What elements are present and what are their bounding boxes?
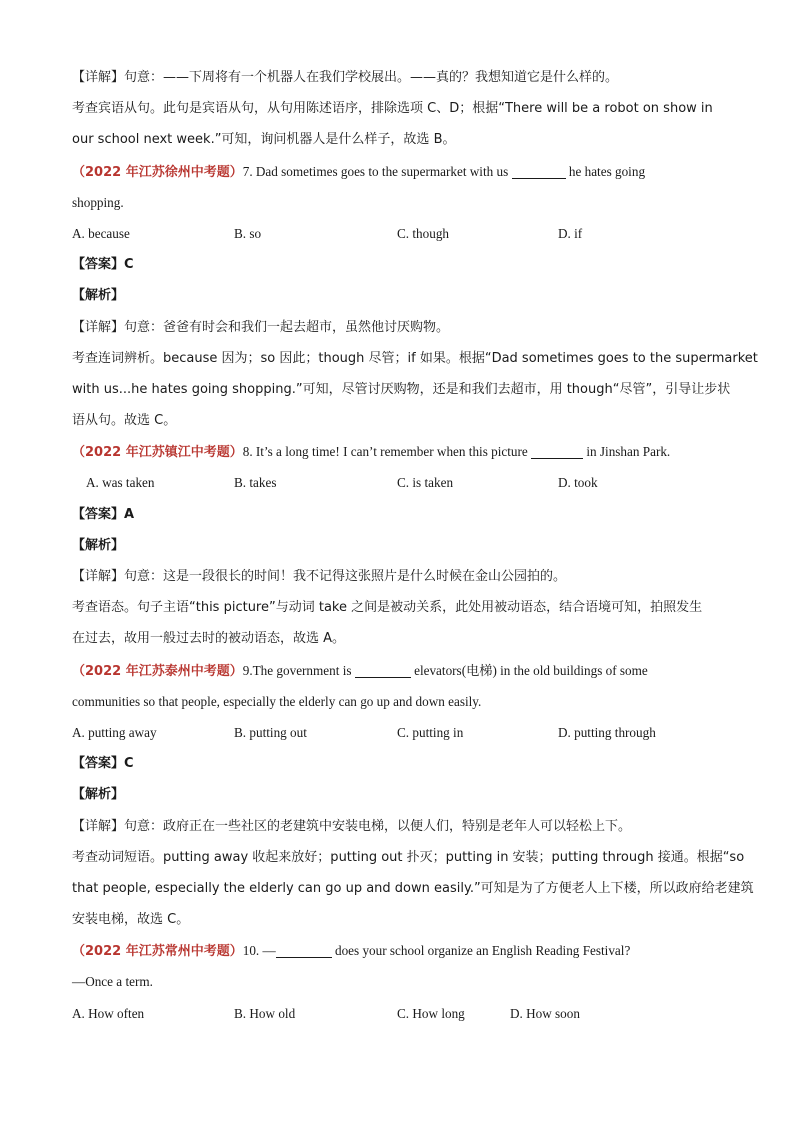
q9-stem-a: 9.The government is bbox=[242, 662, 352, 678]
q8-option-c: C. is taken bbox=[397, 475, 454, 491]
q9-option-a: A. putting away bbox=[72, 724, 157, 740]
q7-stem bbox=[72, 156, 722, 187]
q7-detail-line-3: with us...he hates going shopping.”可知，尽管讨厌购物，还是和我们去超市，用 though“尽管”，引导让步状 bbox=[72, 381, 731, 397]
q9-option-d: D. putting through bbox=[558, 724, 656, 740]
q9-detail-line-3: that people, especially the elderly can go up and down easily.”可知是为了方便老人上下楼，所以政府给老建筑 bbox=[72, 880, 754, 896]
q8-stem bbox=[72, 436, 722, 467]
q10-option-d: D. How soon bbox=[510, 1005, 580, 1021]
q8-blank bbox=[531, 444, 583, 459]
q10-option-c: C. How long bbox=[397, 1005, 465, 1021]
q8-stem-a: 8. It’s a long time! I can’t remember when this picture bbox=[242, 444, 528, 460]
q8-option-b: B. takes bbox=[234, 475, 277, 491]
q10-stem-cont: —Once a term. bbox=[72, 974, 153, 990]
q10-stem bbox=[72, 935, 722, 966]
q10-option-b: B. How old bbox=[234, 1005, 296, 1021]
q8-option-d: D. took bbox=[558, 475, 598, 491]
q8-answer: 【答案】A bbox=[72, 506, 135, 522]
q7-source: （2022 年江苏徐州中考题） bbox=[72, 164, 243, 180]
q10-option-a: A. How often bbox=[72, 1005, 145, 1021]
q7-blank bbox=[512, 164, 566, 179]
q8-source: （2022 年江苏镇江中考题） bbox=[72, 445, 243, 461]
q9-stem-cont: communities so that people, especially the elderly can go up and down easily. bbox=[72, 693, 482, 709]
document-page bbox=[72, 62, 758, 1029]
q7-option-c: C. though bbox=[397, 225, 450, 241]
q8-option-a: A. was taken bbox=[86, 475, 155, 491]
q9-detail-line-2: 考查动词短语。putting away 收起来放好；putting out 扑灭；putting in 安装；putting through 接通。根据“so bbox=[72, 849, 745, 865]
q7-option-d: D. if bbox=[558, 225, 583, 241]
q8-detail-line-1: 【详解】句意：这是一段很长的时间！我不记得这张照片是什么时候在金山公园拍的。 bbox=[72, 569, 567, 584]
q9-stem bbox=[72, 655, 722, 686]
q10-blank bbox=[276, 943, 332, 958]
q7-detail-line-1: 【详解】句意：爸爸有时会和我们一起去超市，虽然他讨厌购物。 bbox=[72, 319, 450, 335]
q8-stem-b: in Jinshan Park. bbox=[586, 444, 671, 460]
q7-detail-line-4: 语从句。故选 C。 bbox=[72, 413, 177, 429]
q7-stem-b: he hates going bbox=[568, 163, 646, 179]
q7-stem-cont: shopping. bbox=[72, 194, 124, 210]
q7-answer: 【答案】C bbox=[72, 257, 134, 273]
q10-stem-a: 10. — bbox=[242, 943, 276, 959]
q10-stem-b: does your school organize an English Reading Festival? bbox=[334, 943, 631, 959]
q7-analysis-label: 【解析】 bbox=[72, 288, 125, 304]
q10-source: （2022 年江苏常州中考题） bbox=[72, 944, 243, 960]
q9-option-c: C. putting in bbox=[397, 724, 464, 740]
q8-detail-line-3: 在过去，故用一般过去时的被动语态，故选 A。 bbox=[72, 631, 346, 647]
q9-detail-line-4: 安装电梯，故选 C。 bbox=[72, 912, 190, 928]
q8-analysis-label: 【解析】 bbox=[72, 537, 125, 553]
q6-detail-line-3: our school next week.”可知，询问机器人是什么样子，故选 B。 bbox=[72, 132, 456, 148]
q10-options bbox=[72, 998, 722, 1029]
q7-options bbox=[72, 218, 722, 249]
q9-source: （2022 年江苏泰州中考题） bbox=[72, 663, 243, 679]
q6-detail-line-2: 考查宾语从句。此句是宾语从句，从句用陈述语序，排除选项 C、D；根据“There will be a robot on show in bbox=[72, 101, 713, 117]
q8-detail-line-2: 考查语态。句子主语“this picture”与动词 take 之间是被动关系，此处用被动语态，结合语境可知，拍照发生 bbox=[72, 600, 703, 616]
q9-option-b: B. putting out bbox=[234, 724, 307, 740]
q7-stem-a: 7. Dad sometimes goes to the supermarket with us bbox=[242, 163, 509, 179]
q9-detail-line-1: 【详解】句意：政府正在一些社区的老建筑中安装电梯，以便人们，特别是老年人可以轻松上下。 bbox=[72, 818, 632, 834]
q7-detail-line-2: 考查连词辨析。because 因为；so 因此；though 尽管；if 如果。根据“Dad sometimes goes to the supermarket bbox=[72, 350, 758, 366]
q8-options bbox=[72, 467, 722, 498]
q7-option-a: A. because bbox=[72, 225, 130, 241]
q7-option-b: B. so bbox=[234, 225, 262, 241]
q9-stem-b: elevators(电梯) in the old buildings of some bbox=[414, 662, 648, 678]
q9-options bbox=[72, 717, 722, 748]
q9-analysis-label: 【解析】 bbox=[72, 787, 125, 803]
q9-blank bbox=[355, 663, 411, 678]
q6-detail-line-1: 【详解】句意：——下周将有一个机器人在我们学校展出。——真的？我想知道它是什么样的。 bbox=[72, 70, 619, 85]
q9-answer: 【答案】C bbox=[72, 756, 134, 772]
